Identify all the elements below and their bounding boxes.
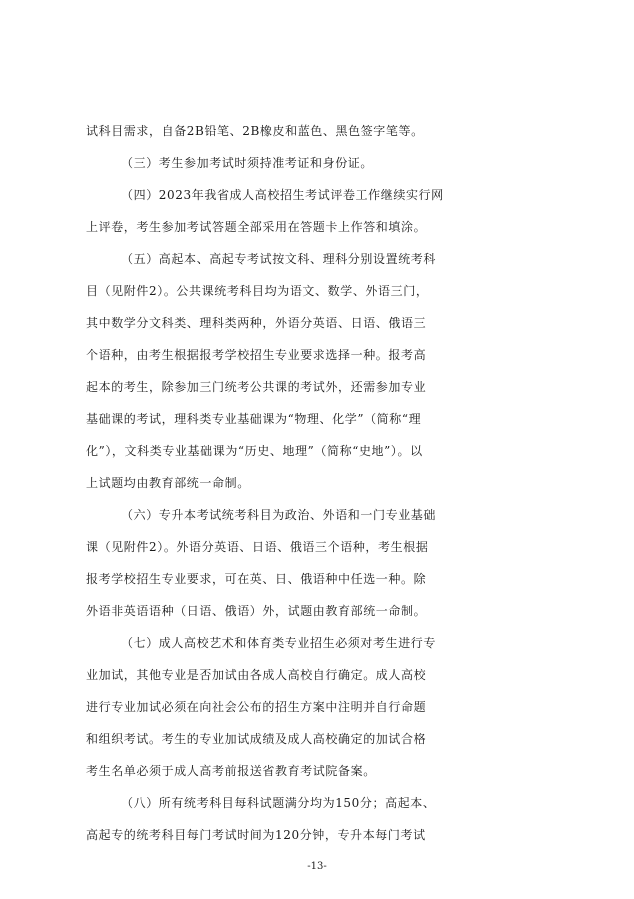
body-line: 课（见附件2）。外语分英语、日语、俄语三个语种，考生根据 [86, 540, 429, 554]
body-line: 起本的考生，除参加三门统考公共课的考试外，还需参加专业 [86, 380, 427, 394]
paragraph-7-first-line: （七）成人高校艺术和体育类专业招生必须对考生进行专 [121, 636, 437, 650]
paragraph-5-first-line: （五）高起本、高起专考试按文科、理科分别设置统考科 [121, 252, 437, 266]
page-number: -13- [307, 861, 327, 872]
paragraph-8-first-line: （八）所有统考科目每科试题满分均为150分；高起本、 [121, 796, 436, 810]
body-line: 进行专业加试必须在向社会公布的招生方案中注明并自行命题 [86, 700, 427, 714]
body-line: 个语种，由考生根据报考学校招生专业要求选择一种。报考高 [86, 348, 427, 362]
body-line: 目（见附件2）。公共课统考科目均为语文、数学、外语三门， [86, 284, 429, 298]
paragraph-6-first-line: （六）专升本考试统考科目为政治、外语和一门专业基础 [121, 508, 437, 522]
body-line: 业加试，其他专业是否加试由各成人高校自行确定。成人高校 [86, 668, 427, 682]
body-line: 上试题均由教育部统一命制。 [86, 476, 250, 490]
body-line: 外语非英语语种（日语、俄语）外，试题由教育部统一命制。 [86, 604, 427, 618]
body-line: 上评卷，考生参加考试答题全部采用在答题卡上作答和填涂。 [86, 220, 427, 234]
body-line: 报考学校招生专业要求，可在英、日、俄语种中任选一种。除 [86, 572, 427, 586]
body-line: 化”），文科类专业基础课为“历史、地理”（简称“史地”）。以 [86, 444, 423, 458]
body-line: 试科目需求，自备2B铅笔、2B橡皮和蓝色、黑色签字笔等。 [86, 124, 424, 138]
paragraph-4-first-line: （四）2023年我省成人高校招生考试评卷工作继续实行网 [121, 188, 444, 202]
body-line: 基础课的考试，理科类专业基础课为“物理、化学”（简称“理 [86, 412, 422, 426]
body-line: 和组织考试。考生的专业加试成绩及成人高校确定的加试合格 [86, 732, 427, 746]
paragraph-3-heading-line: （三）考生参加考试时须持准考证和身份证。 [121, 156, 374, 170]
body-line: 考生名单必须于成人高考前报送省教育考试院备案。 [86, 764, 376, 778]
body-line: 高起专的统考科目每门考试时间为120分钟，专升本每门考试 [86, 828, 426, 842]
body-line: 其中数学分文科类、理科类两种，外语分英语、日语、俄语三 [86, 316, 427, 330]
